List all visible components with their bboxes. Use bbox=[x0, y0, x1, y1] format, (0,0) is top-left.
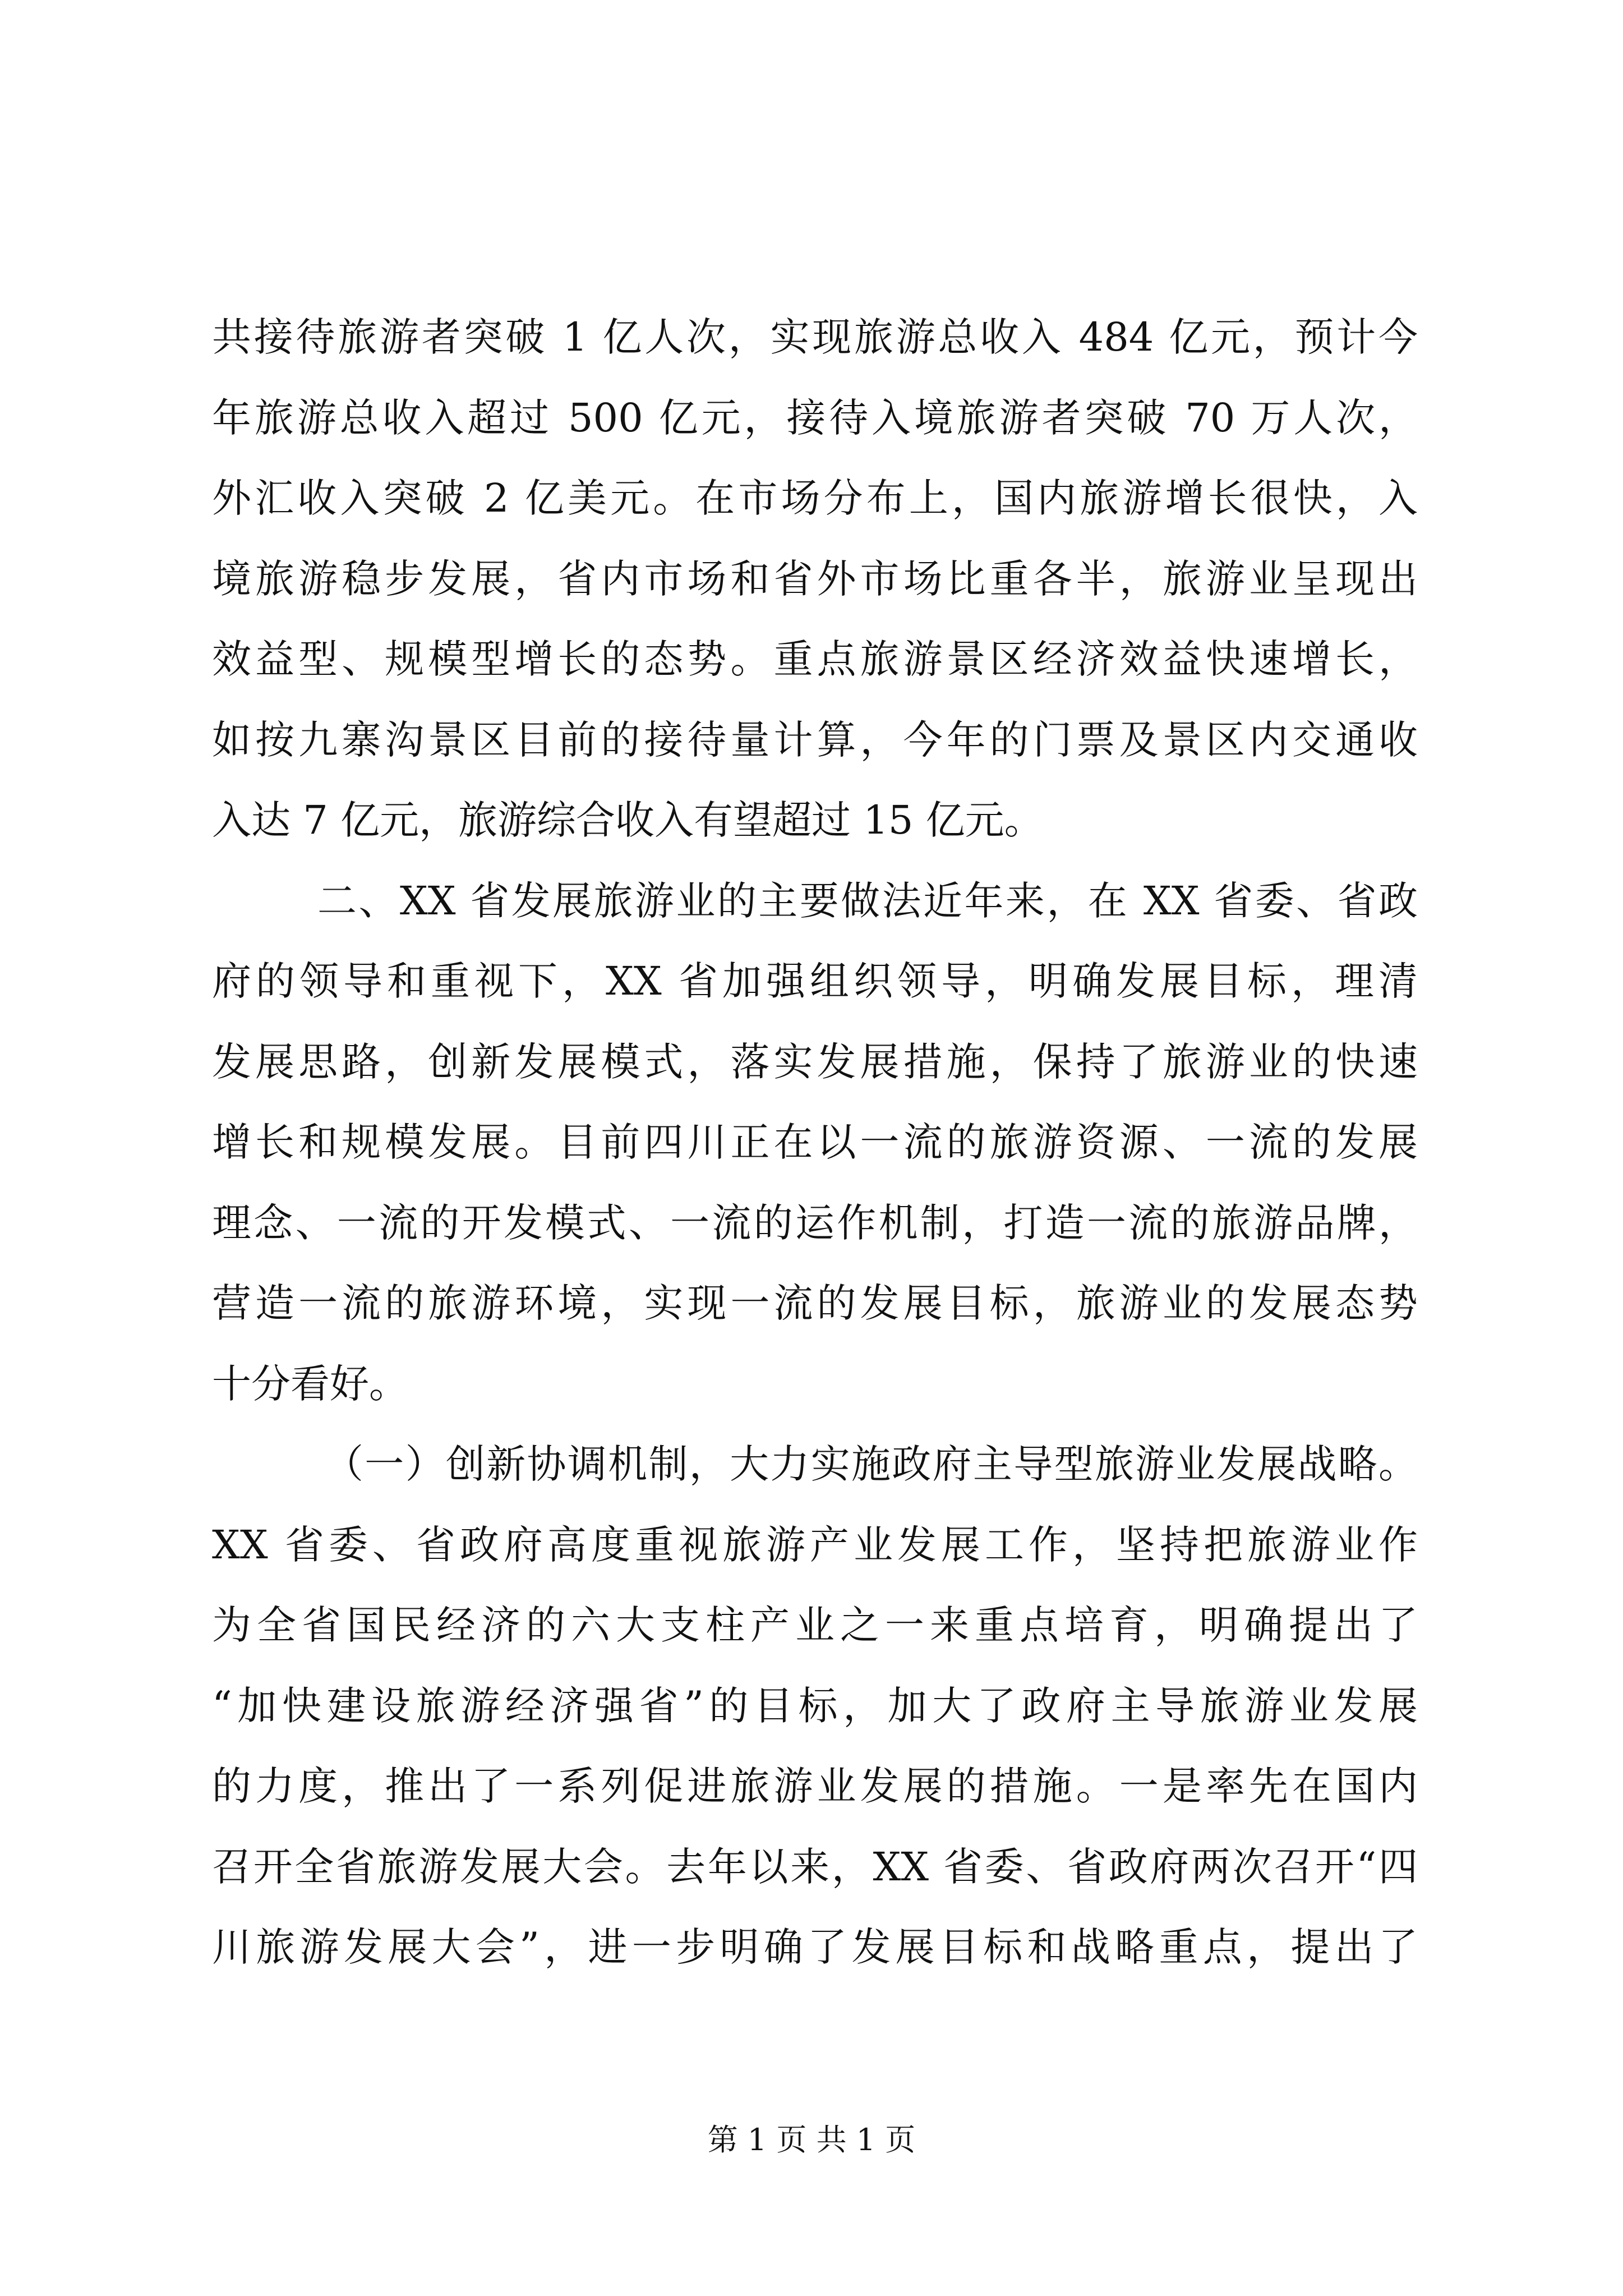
text-line-7: 入达 7 亿元，旅游综合收入有望超过 15 亿元。 bbox=[212, 797, 1044, 843]
text-line-3: 外汇收入突破 2 亿美元。在市场分布上，国内旅游增长很快，入 bbox=[212, 475, 1418, 521]
text-line-8: 二、XX 省发展旅游业的主要做法近年来，在 XX 省委、省政 bbox=[317, 877, 1418, 924]
text-line-10: 发展思路，创新发展模式，落实发展措施，保持了旅游业的快速 bbox=[212, 1038, 1418, 1085]
text-line-12: 理念、一流的开发模式、一流的运作机制，打造一流的旅游品牌， bbox=[212, 1199, 1418, 1246]
text-line-18: “加快建设旅游经济强省”的目标，加大了政府主导旅游业发展 bbox=[212, 1682, 1418, 1729]
text-line-11: 增长和规模发展。目前四川正在以一流的旅游资源、一流的发展 bbox=[212, 1119, 1418, 1165]
text-line-19: 的力度，推出了一系列促进旅游业发展的措施。一是率先在国内 bbox=[212, 1763, 1418, 1809]
text-line-13: 营造一流的旅游环境，实现一流的发展目标，旅游业的发展态势 bbox=[212, 1280, 1418, 1326]
text-line-9: 府的领导和重视下，XX 省加强组织领导，明确发展目标，理清 bbox=[212, 958, 1418, 1004]
text-line-4: 境旅游稳步发展，省内市场和省外市场比重各半，旅游业呈现出 bbox=[212, 555, 1418, 602]
text-line-2: 年旅游总收入超过 500 亿元，接待入境旅游者突破 70 万人次， bbox=[212, 394, 1418, 441]
text-line-15: （一）创新协调机制，大力实施政府主导型旅游业发展战略。 bbox=[324, 1441, 1418, 1487]
text-line-16: XX 省委、省政府高度重视旅游产业发展工作，坚持把旅游业作 bbox=[212, 1521, 1418, 1568]
text-line-1: 共接待旅游者突破 1 亿人次，实现旅游总收入 484 亿元，预计今 bbox=[212, 314, 1418, 360]
text-line-5: 效益型、规模型增长的态势。重点旅游景区经济效益快速增长， bbox=[212, 636, 1418, 682]
text-line-17: 为全省国民经济的六大支柱产业之一来重点培育，明确提出了 bbox=[212, 1602, 1418, 1648]
text-line-14: 十分看好。 bbox=[212, 1360, 408, 1407]
text-line-21: 川旅游发展大会”，进一步明确了发展目标和战略重点，提出了 bbox=[212, 1924, 1418, 1970]
document-body bbox=[212, 297, 1418, 1988]
text-line-20: 召开全省旅游发展大会。去年以来，XX 省委、省政府两次召开“四 bbox=[212, 1843, 1418, 1890]
text-line-6: 如按九寨沟景区目前的接待量计算，今年的门票及景区内交通收 bbox=[212, 716, 1418, 763]
page-footer: 第 1 页 共 1 页 bbox=[707, 2122, 916, 2157]
